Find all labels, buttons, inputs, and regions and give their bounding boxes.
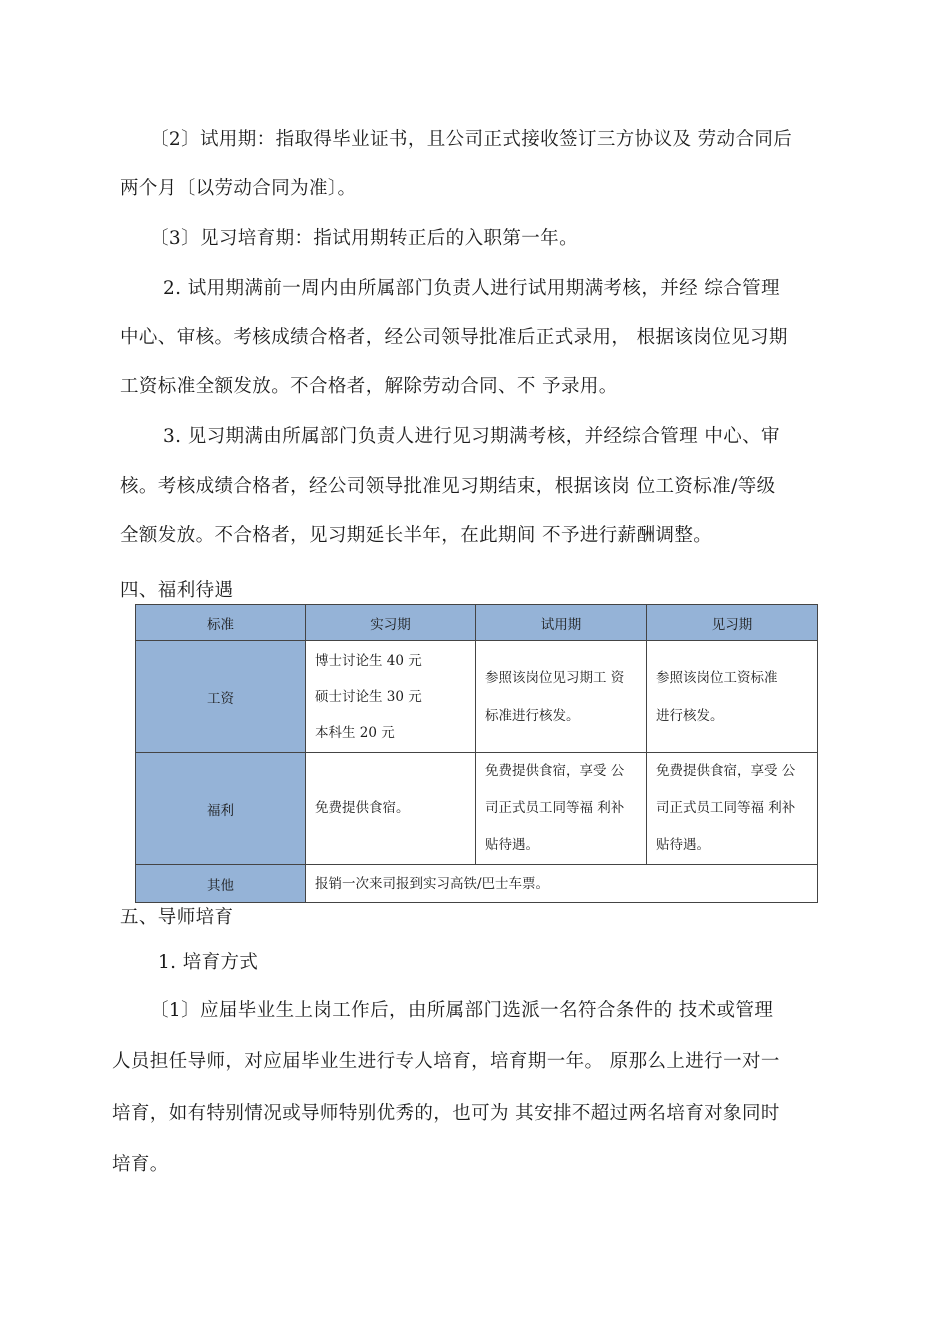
table-header-cell: 标准 bbox=[136, 605, 306, 641]
cell-line: 参照该岗位见习期工 资 bbox=[485, 669, 625, 686]
benefits-table-container bbox=[135, 604, 817, 903]
paragraph-line: 〔2〕试用期：指取得毕业证书，且公司正式接收签订三方协议及 劳动合同后 bbox=[150, 129, 793, 150]
section-heading: 五、导师培育 bbox=[120, 907, 234, 928]
row-label: 工资 bbox=[136, 641, 306, 753]
table-cell bbox=[476, 753, 647, 865]
paragraph-line: 工资标准全额发放。不合格者，解除劳动合同、不 予录用。 bbox=[120, 376, 618, 397]
paragraph-line: 培育，如有特别情况或导师特别优秀的，也可为 其安排不超过两名培育对象同时 bbox=[112, 1103, 780, 1124]
table-cell bbox=[647, 641, 818, 753]
paragraph-line: 培育。 bbox=[112, 1154, 169, 1175]
table-header-row bbox=[136, 605, 818, 641]
table-header-cell: 见习期 bbox=[647, 605, 818, 641]
table-cell bbox=[476, 641, 647, 753]
paragraph-line: 〔3〕见习培育期：指试用期转正后的入职第一年。 bbox=[150, 228, 578, 249]
table-cell-merged: 报销一次来司报到实习高铁/巴士车票。 bbox=[306, 865, 818, 903]
paragraph-line: 中心、审核。考核成绩合格者，经公司领导批准后正式录用， 根据该岗位见习期 bbox=[120, 327, 788, 348]
table-cell bbox=[647, 753, 818, 865]
paragraph-line: 核。考核成绩合格者，经公司领导批准见习期结束，根据该岗 位工资标准/等级 bbox=[120, 476, 776, 497]
row-label: 福利 bbox=[136, 753, 306, 865]
cell-line: 本科生 20 元 bbox=[315, 724, 395, 741]
cell-line: 进行核发。 bbox=[656, 707, 724, 724]
paragraph-line: 两个月〔以劳动合同为准〕。 bbox=[120, 178, 357, 199]
paragraph-line: 人员担任导师，对应届毕业生进行专人培育，培育期一年。 原那么上进行一对一 bbox=[112, 1051, 780, 1072]
section-heading: 四、福利待遇 bbox=[120, 580, 234, 601]
table-header-cell: 试用期 bbox=[476, 605, 647, 641]
cell-line: 博士讨论生 40 元 bbox=[315, 652, 422, 669]
cell-line: 贴待遇。 bbox=[656, 837, 710, 853]
cell-line: 贴待遇。 bbox=[485, 837, 539, 853]
table-row bbox=[136, 753, 818, 865]
table-cell bbox=[306, 641, 476, 753]
table-cell bbox=[306, 753, 476, 865]
table-row bbox=[136, 641, 818, 753]
cell-line: 司正式员工同等福 利补 bbox=[656, 800, 796, 816]
row-label: 其他 bbox=[136, 865, 306, 903]
paragraph-line: 全额发放。不合格者，见习期延长半年，在此期间 不予进行薪酬调整。 bbox=[120, 525, 713, 546]
table-row bbox=[136, 865, 818, 903]
cell-line: 免费提供食宿。 bbox=[315, 800, 410, 816]
paragraph-line: 〔1〕应届毕业生上岗工作后，由所属部门选派一名符合条件的 技术或管理 bbox=[150, 1000, 774, 1021]
cell-line: 司正式员工同等福 利补 bbox=[485, 800, 625, 816]
cell-line: 免费提供食宿，享受 公 bbox=[656, 763, 796, 779]
paragraph-line: 3. 见习期满由所属部门负责人进行见习期满考核，并经综合管理 中心、审 bbox=[163, 426, 780, 447]
cell-line: 标准进行核发。 bbox=[485, 707, 580, 724]
benefits-table bbox=[135, 604, 818, 903]
subsection-heading: 1. 培育方式 bbox=[158, 952, 259, 973]
paragraph-line: 2. 试用期满前一周内由所属部门负责人进行试用期满考核，并经 综合管理 bbox=[163, 278, 780, 299]
table-header-cell: 实习期 bbox=[306, 605, 476, 641]
cell-line: 硕士讨论生 30 元 bbox=[315, 688, 422, 705]
cell-line: 参照该岗位工资标准 bbox=[656, 669, 778, 686]
cell-line: 免费提供食宿，享受 公 bbox=[485, 763, 625, 779]
